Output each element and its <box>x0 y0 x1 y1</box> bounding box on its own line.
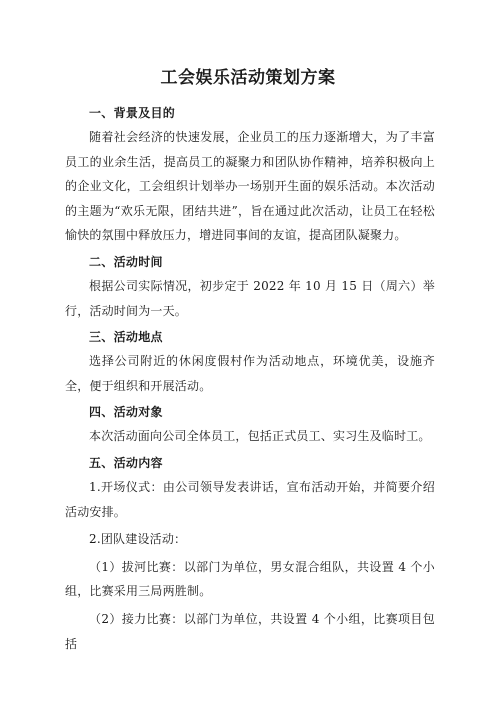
section-paragraph: 选择公司附近的休闲度假村作为活动地点，环境优美，设施齐全，便于组织和开展活动。 <box>65 354 435 393</box>
document-title: 工会娱乐活动策划方案 <box>160 68 336 88</box>
section-paragraph: （1）拔河比赛：以部门为单位，男女混合组队，共设置 4 个小组，比赛采用三局两胜制。 <box>65 559 435 599</box>
section-heading: 一、背景及目的 <box>89 106 176 120</box>
section-paragraph: 根据公司实际情况，初步定于 2022 年 10 月 15 日（周六）举行，活动时间为一天。 <box>65 278 435 318</box>
section-heading: 二、活动时间 <box>89 254 163 269</box>
section-location <box>65 326 435 398</box>
section-heading: 三、活动地点 <box>89 330 163 345</box>
section-paragraph: 本次活动面向公司全体员工，包括正式员工、实习生及临时工。 <box>89 429 431 444</box>
section-audience <box>65 401 435 449</box>
section-background <box>65 102 435 248</box>
section-heading: 五、活动内容 <box>89 455 163 470</box>
section-paragraph: 1.开场仪式：由公司领导发表讲话，宣布活动开始，并简要介绍活动安排。 <box>65 479 435 519</box>
section-paragraph: （2）接力比赛：以部门为单位，共设置 4 个小组，比赛项目包括 <box>65 611 435 651</box>
document-body <box>65 102 435 659</box>
section-time <box>65 251 435 323</box>
section-heading: 四、活动对象 <box>89 405 163 420</box>
section-paragraph: 随着社会经济的快速发展，企业员工的压力逐渐增大，为了丰富员工的业余生活，提高员工的凝聚力和团队协作精神，培养积极向上的企业文化，工会组织计划举办一场别开生面的娱乐活动。本次活动的主题为“欢乐无限，团结共进”，旨在通过此次活动，让员工在轻松愉快的氛围中释放压力，增进同事间的友谊，提高团队凝聚力。 <box>65 130 435 243</box>
section-content <box>65 452 435 656</box>
section-paragraph: 2.团队建设活动： <box>89 532 187 547</box>
